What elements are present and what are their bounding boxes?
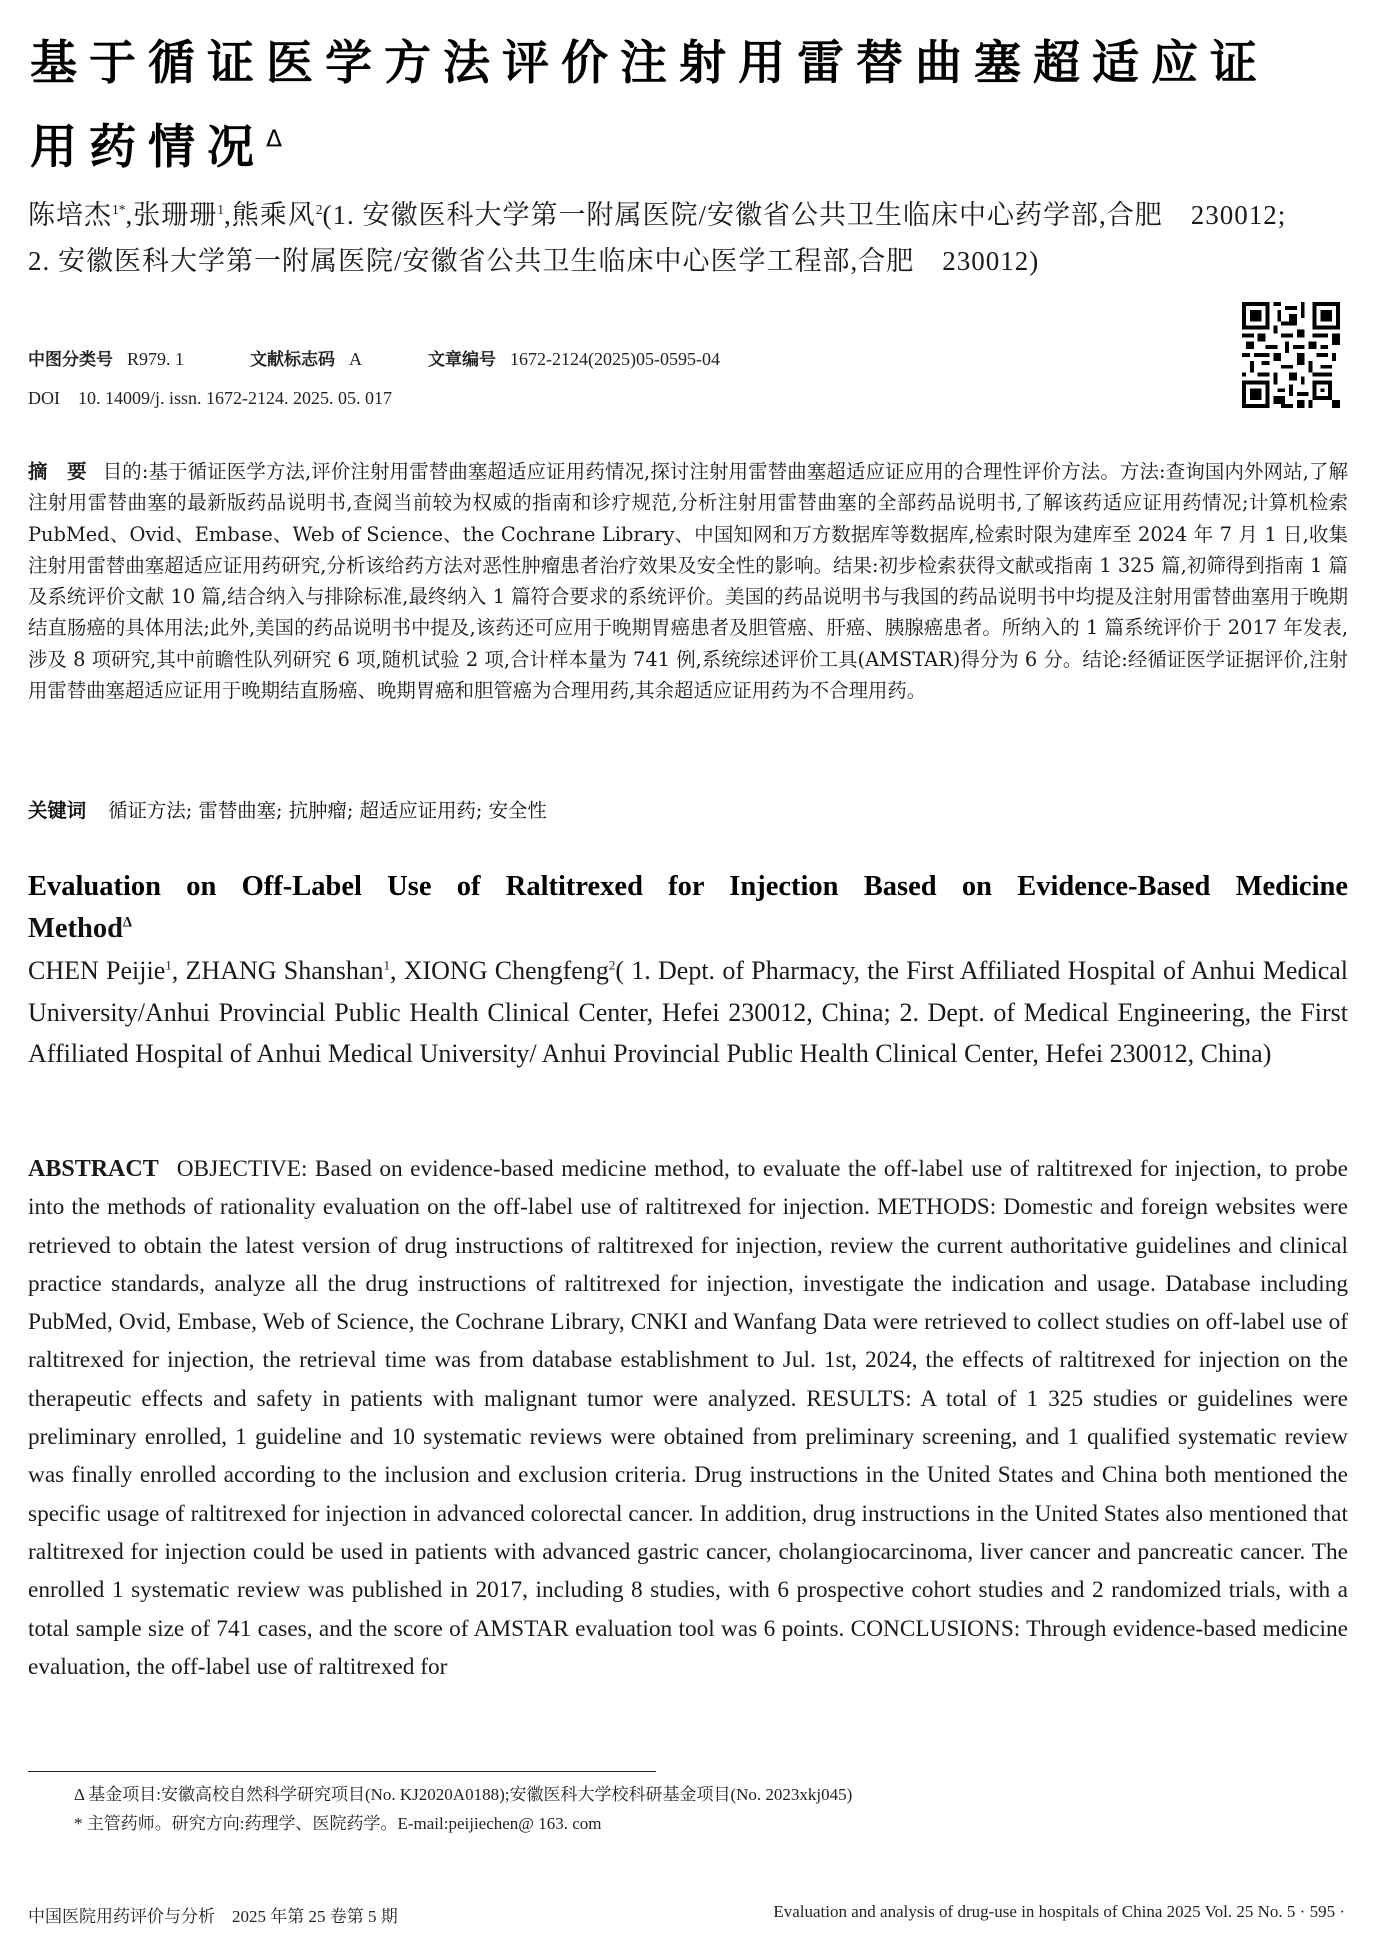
authors-chinese-line1: 陈培杰$^{1*}$,张珊珊$^1$,熊乘风$^2$(1. 安徽医科大学第一附属医院/安徽省公共卫生临床中心药学部,合肥 230012; <box>28 200 1287 230</box>
clc-value: R979. 1 <box>127 349 185 369</box>
doc-code-value: A <box>349 349 363 369</box>
abstract-english <box>28 1150 1348 1686</box>
qr-code-icon[interactable] <box>1242 302 1340 408</box>
author-footnote: * 主管药师。研究方向:药理学、医院药学。E-mail:peijiechen@ 163. com <box>74 1814 602 1833</box>
author-name-en: XIONG Chengfeng <box>403 956 609 985</box>
footnote-divider <box>28 1771 656 1772</box>
title-chinese-line2: 用药情况 <box>30 120 266 175</box>
keywords-chinese <box>28 795 1348 826</box>
article-no-value: 1672-2124(2025)05-0595-04 <box>510 349 720 369</box>
clc-label: 中图分类号 <box>28 350 113 370</box>
authors-english: CHEN Peijie$^1$, ZHANG Shanshan$^1$, XIONG Chengfeng$^2$( 1. Dept. of Pharmacy, the First Affiliated Hospital of Anhui Medical University/Anhui Provincial Public Health Clinical Center, Hefei 230012, China; 2. Dept. of Medical Engineering, the First Affiliated Hospital of Anhui Medical University/ Anhui Provincial Public Health Clinical Center, Hefei 230012, China) <box>28 956 1348 1068</box>
author-sup-en: 1 <box>165 957 172 973</box>
article-no-label: 文章编号 <box>428 350 497 370</box>
author-sup-en: 2 <box>608 957 616 973</box>
author-name-en: ZHANG Shanshan <box>185 956 384 985</box>
author-sup: 1 <box>217 202 224 217</box>
abstract-chinese-label: 摘 要 <box>28 460 87 483</box>
abstract-chinese <box>28 456 1348 706</box>
title-english-line2-wrap <box>28 908 132 950</box>
affiliation-english: ( 1. Dept. of Pharmacy, the First Affiliated Hospital of Anhui Medical University/Anhui Provincial Public Health Clinical Center, Hefei 230012, China; 2. Dept. of Medical Engineering, the First Affiliated Hospital of Anhui Medical University/ Anhui Provincial Public Health Clinical Center, Hefei 230012, China) <box>28 956 1348 1068</box>
author-name: 张珊珊 <box>133 200 218 230</box>
affiliation-line1: (1. 安徽医科大学第一附属医院/安徽省公共卫生临床中心药学部,合肥 230012; <box>322 200 1287 230</box>
abstract-english-text: OBJECTIVE: Based on evidence-based medicine method, to evaluate the off-label use of raltitrexed for injection, to probe into the methods of rationality evaluation on the off-label use of raltitrexed for injection. METHODS: Domestic and foreign websites were retrieved to obtain the latest version of drug instructions of raltitrexed for injection, review the current authoritative guidelines and clinical practice standards, analyze all the drug instructions of raltitrexed for injection, investigate the indication and usage. Database including PubMed, Ovid, Embase, Web of Science, the Cochrane Library, CNKI and Wanfang Data were retrieved to collect studies on off-label use of raltitrexed for injection, the retrieval time was from database establishment to Jul. 1st, 2024, the effects of raltitrexed for injection on the therapeutic effects and safety in patients with malignant tumor were analyzed. RESULTS: A total of 1 325 studies or guidelines were preliminary enrolled, 1 guideline and 10 systematic reviews were obtained from preliminary screening, and 1 qualified systematic review was finally enrolled according to the inclusion and exclusion criteria. Drug instructions in the United States and China both mentioned the specific usage of raltitrexed for injection in advanced colorectal cancer. In addition, drug instructions in the United States also mentioned that raltitrexed for injection could be used in patients with advanced gastric cancer, cholangiocarcinoma, liver cancer and pancreatic cancer. The enrolled 1 systematic review was published in 2017, including 8 studies, with 6 prospective cohort studies and 2 randomized trials, with a total sample size of 741 cases, and the score of AMSTAR evaluation tool was 6 points. CONCLUSIONS: Through evidence-based medicine evaluation, the off-label use of raltitrexed for <box>28 1156 1348 1680</box>
meta-line2 <box>28 379 720 417</box>
title-chinese-line1: 基于循证医学方法评价注射用雷替曲塞超适应证 <box>30 36 1269 91</box>
fund-mark-english: Δ <box>123 914 132 931</box>
title-english-line1: Evaluation on Off-Label Use of Raltitrexed for Injection Based on Evidence-Based Medicine <box>28 871 1348 902</box>
title-chinese-line2-wrap <box>30 106 1350 190</box>
fund-mark: Δ <box>266 124 283 153</box>
abstract-chinese-text: 目的:基于循证医学方法,评价注射用雷替曲塞超适应证用药情况,探讨注射用雷替曲塞超适应证应用的合理性评价方法。方法:查询国内外网站,了解注射用雷替曲塞的最新版药品说明书,查阅当前较为权威的指南和诊疗规范,分析注射用雷替曲塞的全部药品说明书,了解该药适应证用药情况;计算机检索 PubMed、Ovid、Embase、Web of Science、the Cochrane Library、中国知网和万方数据库等数据库,检索时限为建库至 2024 年 7 月 1 日,收集注射用雷替曲塞超适应证用药研究,分析该给药方法对恶性肿瘤患者治疗效果及安全性的影响。结果:初步检索获得文献或指南 1 325 篇,初筛得到指南 1 篇及系统评价文献 10 篇,结合纳入与排除标准,最终纳入 1 篇符合要求的系统评价。美国的药品说明书与我国的药品说明书中均提及注射用雷替曲塞用于晚期结直肠癌的具体用法;此外,美国的药品说明书中提及,该药还可应用于晚期胃癌患者及胆管癌、肝癌、胰腺癌患者。所纳入的 1 篇系统评价于 2017 年发表,涉及 8 项研究,其中前瞻性队列研究 6 项,随机试验 2 项,合计样本量为 741 例,系统综述评价工具(AMSTAR)得分为 6 分。结论:经循证医学证据评价,注射用雷替曲塞超适应证用于晚期结直肠癌、晚期胃癌和胆管癌为合理用药,其余超适应证用药为不合理用药。 <box>28 460 1348 703</box>
author-sup: 2 <box>315 202 323 217</box>
footer-journal-cn: 中国医院用药评价与分析 2025 年第 25 卷第 5 期 <box>28 1907 398 1926</box>
footnotes <box>74 1780 852 1838</box>
doi-value[interactable]: 10. 14009/j. issn. 1672-2124. 2025. 05. 017 <box>78 388 393 408</box>
author-name: 陈培杰 <box>28 200 112 230</box>
author-name-en: CHEN Peijie <box>28 956 166 985</box>
keywords-chinese-text: 循证方法; 雷替曲塞; 抗肿瘤; 超适应证用药; 安全性 <box>108 799 547 822</box>
keywords-chinese-label: 关键词 <box>28 799 87 822</box>
title-english-line2: Method <box>28 913 123 944</box>
author-sup: 1* <box>112 202 126 217</box>
abstract-english-label: ABSTRACT <box>28 1156 159 1182</box>
affiliation-line2: 2. 安徽医科大学第一附属医院/安徽省公共卫生临床中心医学工程部,合肥 230012) <box>28 246 1040 276</box>
author-name: 熊乘风 <box>231 200 316 230</box>
meta-line1 <box>28 340 720 379</box>
doc-code-label: 文献标志码 <box>250 350 336 370</box>
authors-chinese <box>28 192 1348 284</box>
qr-code-graphic <box>1242 302 1340 408</box>
footer-journal-en: Evaluation and analysis of drug-use in hospitals of China 2025 Vol. 25 No. 5 · 595 · <box>773 1902 1345 1921</box>
doi-label: DOI <box>28 388 60 408</box>
author-sup-en: 1 <box>383 957 390 973</box>
title-chinese <box>30 22 1350 190</box>
article-meta <box>28 340 720 417</box>
fund-footnote: Δ 基金项目:安徽高校自然科学研究项目(No. KJ2020A0188);安徽医科大学校科研基金项目(No. 2023xkj045) <box>74 1785 853 1804</box>
